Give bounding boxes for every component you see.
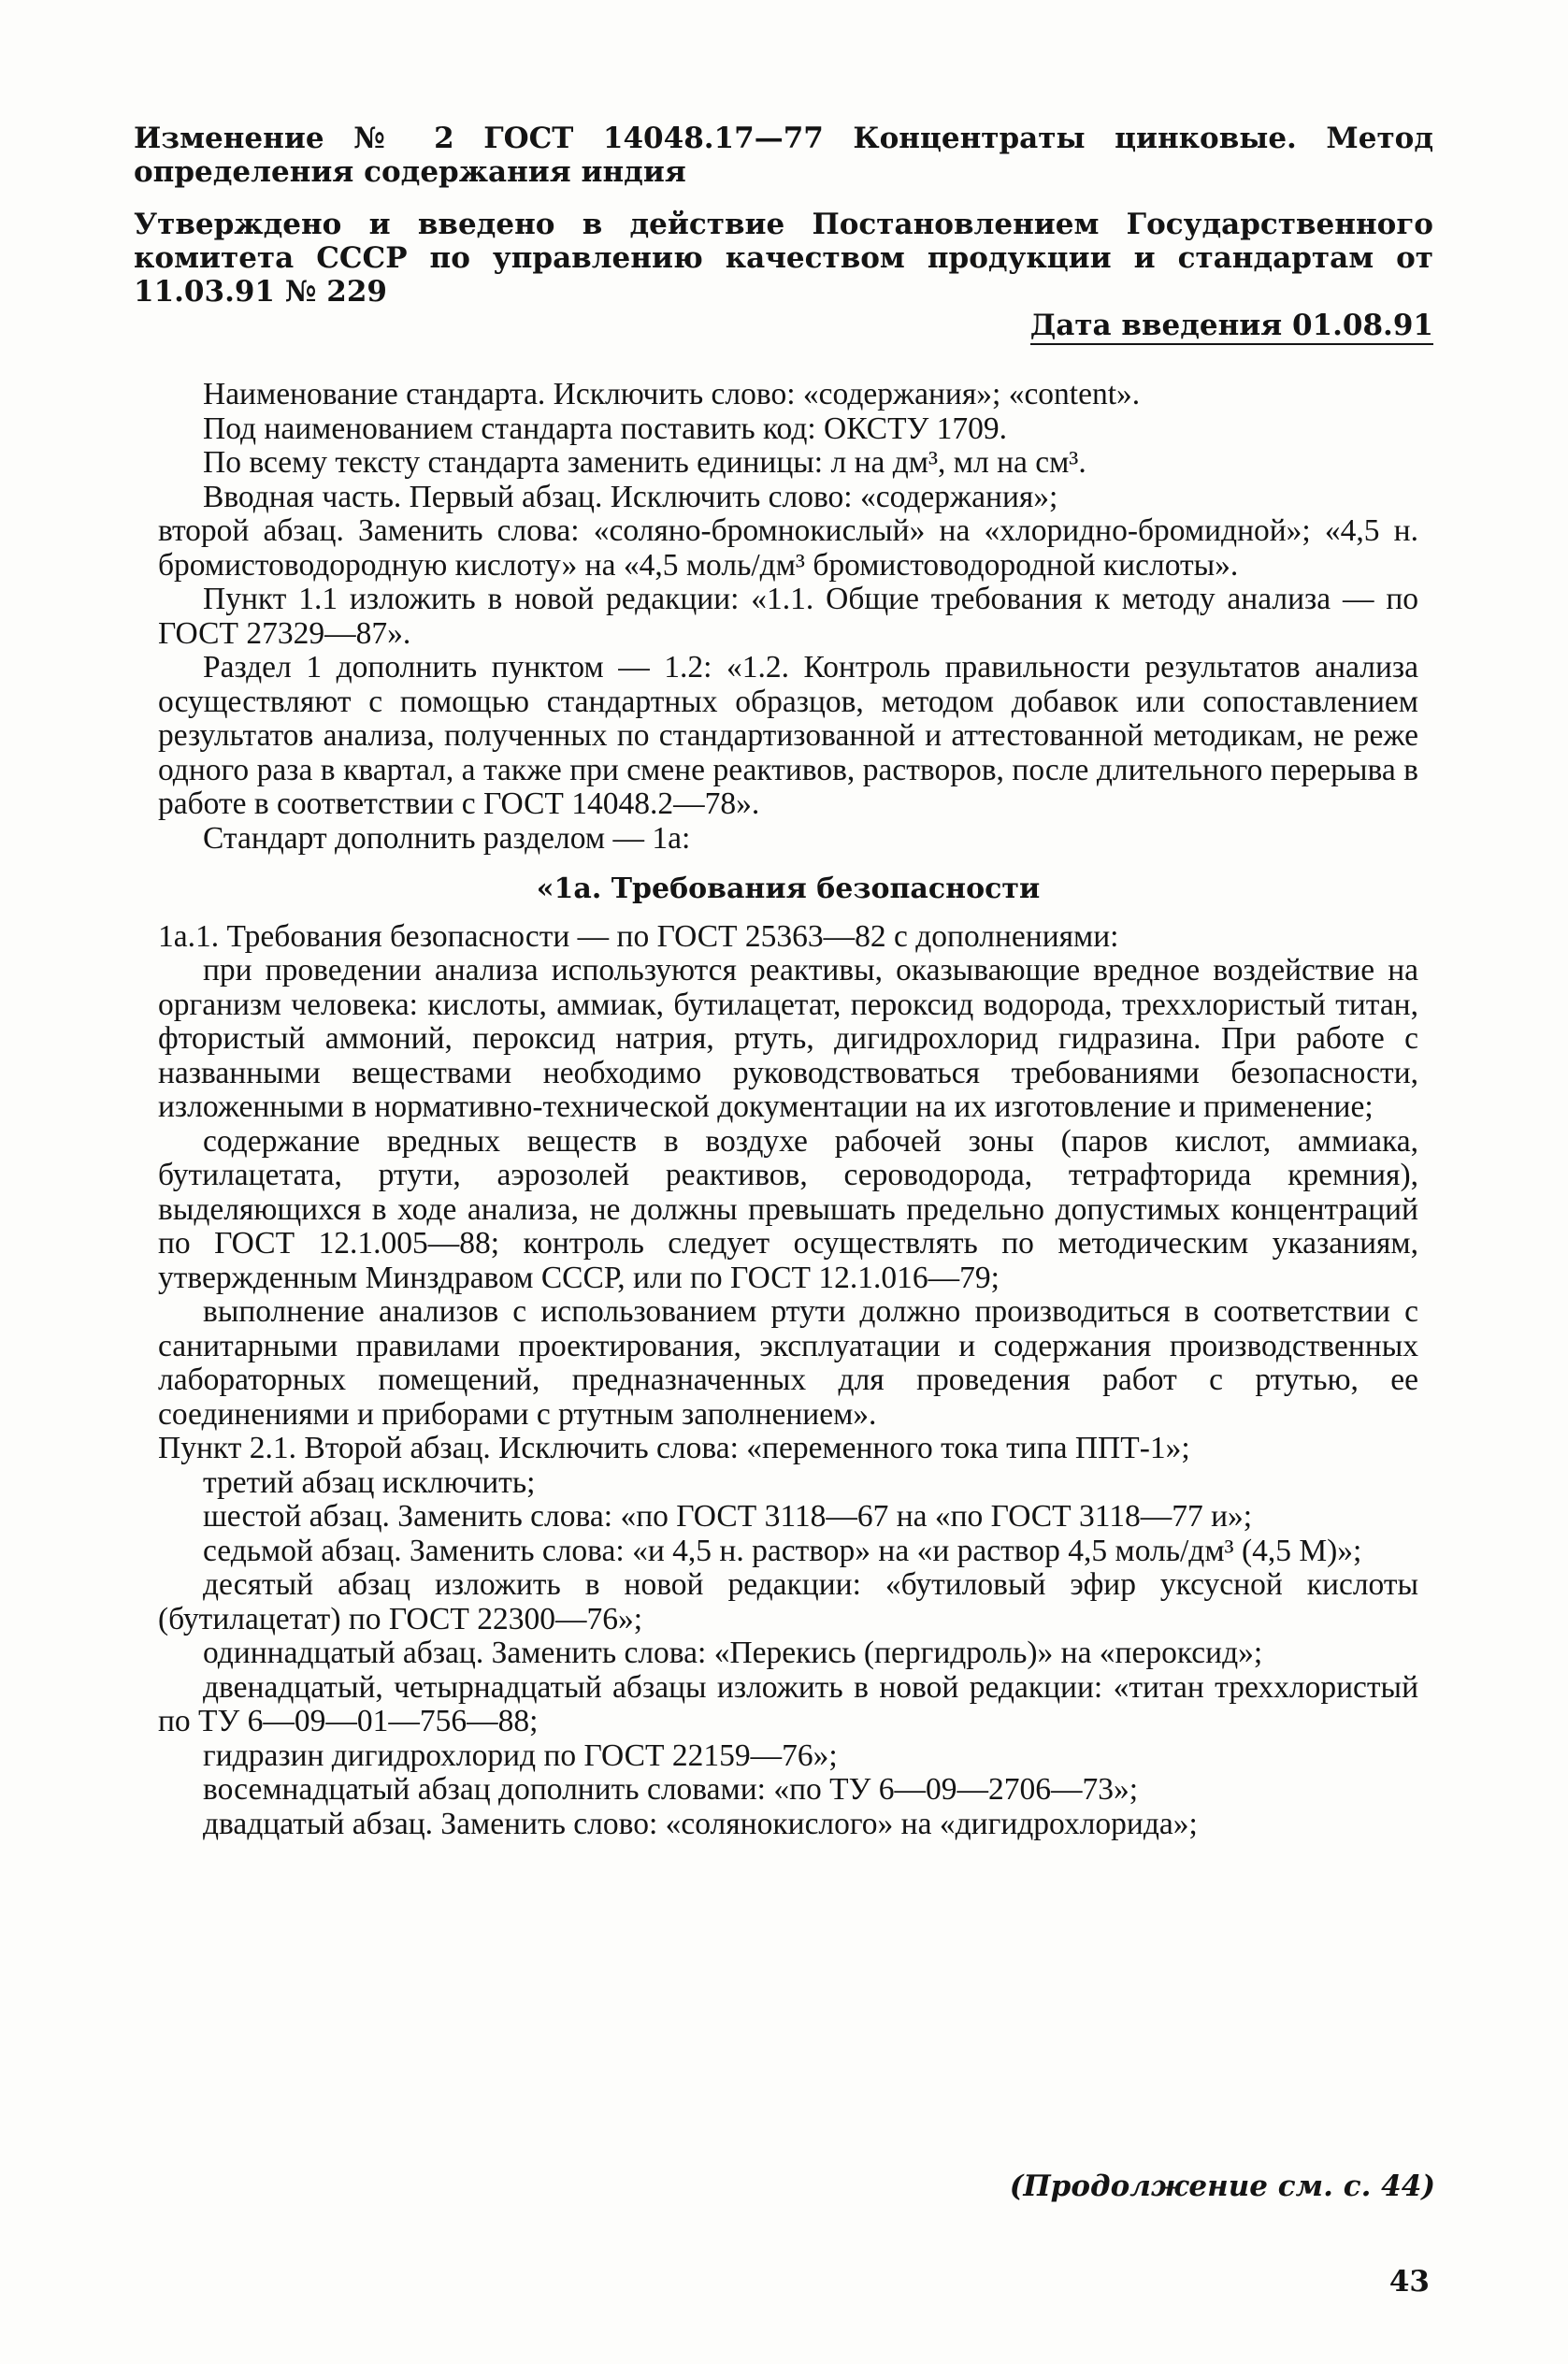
paragraph: седьмой абзац. Заменить слова: «и 4,5 н. раствор» на «и раствор 4,5 моль/дм³ (4,5 М)»; — [203, 1533, 1362, 1568]
paragraph: содержание вредных веществ в воздухе рабочей зоны (паров кислот, аммиака, бутилацетата, ртути, аэрозолей реактивов, сероводорода, тетрафторида кремния), выделяющихся в ходе анализа, не должны превышать предельно допустимых концентраций по ГОСТ 12.1.005—88; контроль следует осуществлять по методическим указаниям, утвержденным Минздравом СССР, или по ГОСТ 12.1.016—79; — [158, 1123, 1418, 1295]
paragraph: одиннадцатый абзац. Заменить слова: «Перекись (пергидроль)» на «пероксид»; — [203, 1636, 1263, 1670]
section-title: «1а. Требования безопасности — [536, 872, 1041, 905]
paragraph: двадцатый абзац. Заменить слово: «солянокислого» на «дигидрохлорида»; — [203, 1806, 1198, 1841]
paragraph: Стандарт дополнить разделом — 1а: — [203, 820, 691, 856]
paragraph: при проведении анализа используются реактивы, оказывающие вредное воздействие на организм человека: кислоты, аммиак, бутилацетат, пероксид водорода, треххлористый титан, фтористый аммоний, пероксид натрия, ртуть, дигидрохлорид гидразина. При работе с названными веществами необходимо руководствоваться требованиями безопасности, изложенными в нормативно-технической документации на их изготовление и применение; — [158, 953, 1418, 1124]
amendment-title: Изменение № 2 ГОСТ 14048.17—77 Концентраты цинковые. Метод определения содержания индия — [134, 122, 1433, 189]
paragraph: Наименование стандарта. Исключить слово: «содержания»; «content». — [203, 377, 1141, 411]
paragraph: Под наименованием стандарта поставить код: ОКСТУ 1709. — [203, 411, 1008, 446]
effective-date: Дата введения 01.08.91 — [1030, 309, 1433, 345]
paragraph: восемнадцатый абзац дополнить словами: «по ТУ 6—09—2706—73»; — [203, 1772, 1139, 1807]
paragraph: гидразин дигидрохлорид по ГОСТ 22159—76»; — [203, 1737, 838, 1773]
paragraph: третий абзац исключить; — [203, 1464, 536, 1500]
continuation-note: (Продолжение см. с. 44) — [1009, 2169, 1435, 2203]
paragraph: шестой абзац. Заменить слова: «по ГОСТ 3118—67 на «по ГОСТ 3118—77 и»; — [203, 1499, 1253, 1534]
paragraph: второй абзац. Заменить слова: «соляно-бромнокислый» на «хлоридно-бромидной»; «4,5 н. бромистоводородную кислоту» на «4,5 моль/дм³ бромистоводородной кислоты». — [158, 513, 1418, 583]
paragraph: По всему тексту стандарта заменить единицы: л на дм³, мл на см³. — [203, 445, 1086, 480]
paragraph: двенадцатый, четырнадцатый абзацы изложить в новой редакции: «титан треххлористый по ТУ 6—09—01—756—88; — [158, 1669, 1418, 1738]
paragraph: Раздел 1 дополнить пунктом — 1.2: «1.2. Контроль правильности результатов анализа осуществляют с помощью стандартных образцов, методом добавок или сопоставлением результатов анализа, полученных по стандартизованной и аттестованной методикам, не реже одного раза в квартал, а также при смене реактивов, растворов, после длительного перерыва в работе в соответствии с ГОСТ 14048.2—78». — [158, 650, 1418, 821]
document-body — [158, 378, 1418, 1841]
paragraph: выполнение анализов с использованием ртути должно производиться в соответствии с санитарными правилами проектирования, эксплуатации и содержания производственных лабораторных помещений, предназначенных для проведения работ с ртутью, ее соединениями и приборами с ртутным заполнением». — [158, 1294, 1418, 1432]
paragraph: 1а.1. Требования безопасности — по ГОСТ 25363—82 с дополнениями: — [158, 918, 1119, 954]
approval-statement: Утверждено и введено в действие Постановлением Государственного комитета СССР по управлению качеством продукции и стандартам от 11.03.91 № 229 — [134, 208, 1433, 309]
paragraph: Пункт 2.1. Второй абзац. Исключить слова: «переменного тока типа ППТ-1»; — [158, 1431, 1190, 1465]
paragraph: десятый абзац изложить в новой редакции: «бутиловый эфир уксусной кислоты (бутилацетат) по ГОСТ 22300—76»; — [158, 1567, 1418, 1636]
paragraph: Пункт 1.1 изложить в новой редакции: «1.1. Общие требования к методу анализа — по ГОСТ 27329—87». — [158, 582, 1418, 651]
paragraph: Вводная часть. Первый абзац. Исключить слово: «содержания»; — [203, 479, 1058, 514]
page-number: 43 — [1388, 2265, 1430, 2299]
